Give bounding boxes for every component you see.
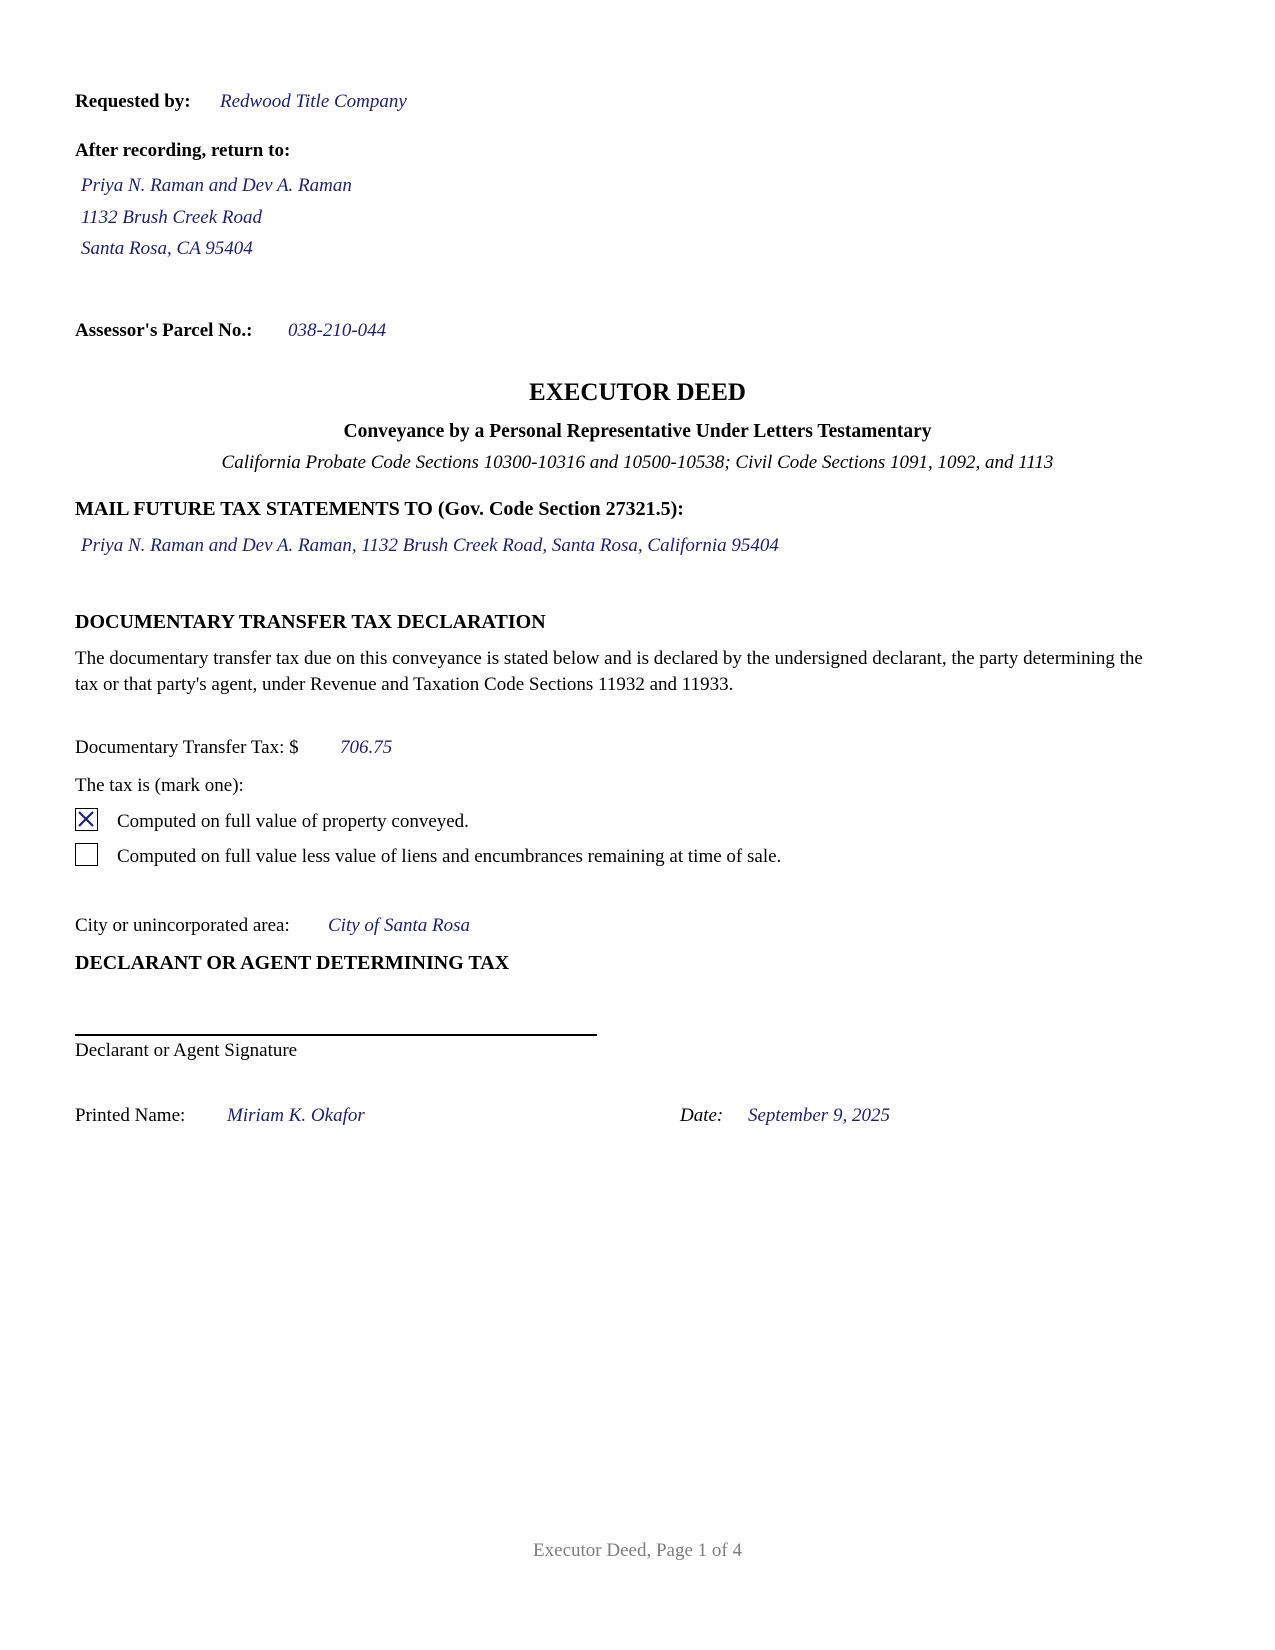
return-to-label: After recording, return to: — [75, 140, 291, 161]
declarant-heading: DECLARANT OR AGENT DETERMINING TAX — [75, 952, 510, 974]
checkbox-x-icon — [76, 809, 96, 829]
full-value-option-label: Computed on full value of property conveyed. — [117, 811, 469, 832]
document-subtitle: Conveyance by a Personal Representative Under Letters Testamentary — [343, 421, 932, 442]
less-liens-checkbox[interactable] — [75, 843, 98, 866]
document-title: EXECUTOR DEED — [529, 379, 746, 406]
return-to-line-2: 1132 Brush Creek Road — [81, 207, 263, 228]
transfer-tax-heading: DOCUMENTARY TRANSFER TAX DECLARATION — [75, 611, 546, 633]
less-liens-option-label: Computed on full value less value of liens and encumbrances remaining at time of sale. — [117, 846, 782, 867]
city-label: City or unincorporated area: — [75, 915, 290, 936]
printed-name-value: Miriam K. Okafor — [227, 1105, 365, 1126]
signature-label: Declarant or Agent Signature — [75, 1040, 298, 1061]
full-value-checkbox[interactable] — [75, 808, 98, 831]
apn-value: 038-210-044 — [288, 320, 387, 341]
requested-by-value: Redwood Title Company — [220, 91, 407, 112]
transfer-tax-paragraph: The documentary transfer tax due on this conveyance is stated below and is declared by the undersigned declarant, the party determining the tax or that party's agent, under Revenue and Taxation Code Sections 11932 and 11933. — [75, 648, 1143, 695]
return-to-line-1: Priya N. Raman and Dev A. Raman — [81, 175, 352, 196]
mark-one-label: The tax is (mark one): — [75, 775, 244, 796]
date-value: September 9, 2025 — [748, 1105, 890, 1126]
transfer-tax-amount-label: Documentary Transfer Tax: $ — [75, 737, 299, 758]
requested-by-label: Requested by: — [75, 91, 191, 112]
signature-line[interactable] — [75, 1034, 597, 1036]
tax-statements-heading: MAIL FUTURE TAX STATEMENTS TO (Gov. Code Section 27321.5): — [75, 498, 684, 520]
return-to-line-3: Santa Rosa, CA 95404 — [81, 238, 253, 259]
statute-citation: California Probate Code Sections 10300-10316 and 10500-10538; Civil Code Sections 1091, 1092, and 1113 — [221, 452, 1054, 473]
printed-name-label: Printed Name: — [75, 1105, 186, 1126]
city-value: City of Santa Rosa — [328, 915, 470, 936]
tax-statements-address: Priya N. Raman and Dev A. Raman, 1132 Brush Creek Road, Santa Rosa, California 95404 — [81, 535, 779, 556]
apn-label: Assessor's Parcel No.: — [75, 320, 253, 341]
transfer-tax-amount-value: 706.75 — [340, 737, 393, 758]
page-footer: Executor Deed, Page 1 of 4 — [533, 1540, 742, 1561]
date-label: Date: — [680, 1105, 724, 1126]
